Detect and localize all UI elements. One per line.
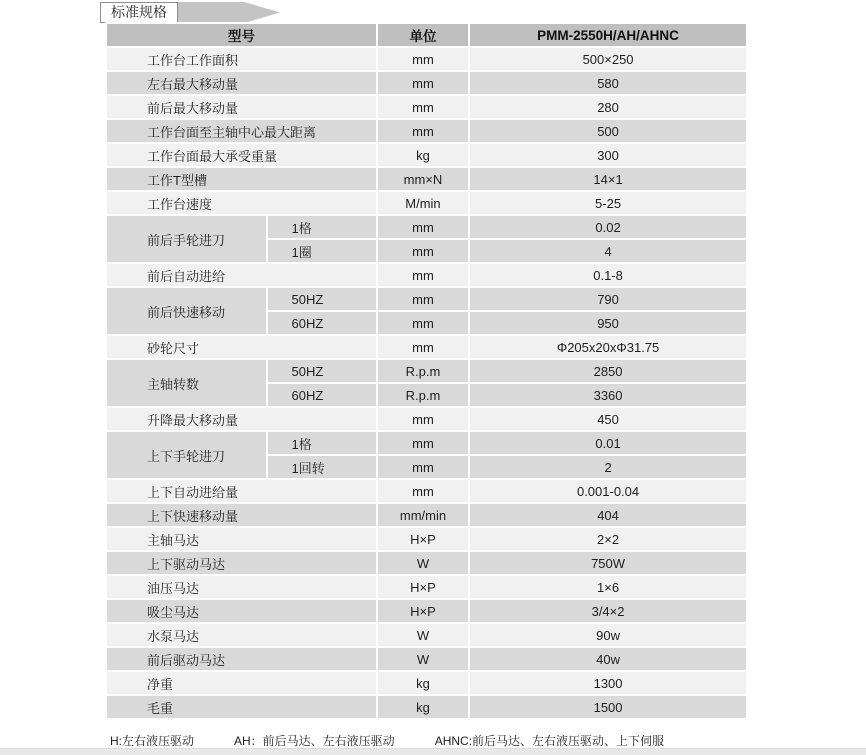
- spec-value: 3/4×2: [470, 600, 746, 622]
- spec-row: [107, 192, 746, 214]
- spec-value: 0.02: [470, 216, 746, 238]
- spec-row: [107, 648, 746, 670]
- spec-row: [107, 528, 746, 550]
- spec-label: 主轴转数: [107, 360, 266, 406]
- spec-label: 上下驱动马达: [107, 552, 376, 574]
- spec-label: 上下自动进给量: [107, 480, 376, 502]
- spec-row: [107, 336, 746, 358]
- spec-unit: H×P: [378, 576, 468, 598]
- spec-value: 2: [470, 456, 746, 478]
- section-tab-title: 标准规格: [100, 2, 178, 23]
- spec-unit: mm: [378, 120, 468, 142]
- spec-row: [107, 168, 746, 190]
- spec-label: 工作台工作面积: [107, 48, 376, 70]
- spec-value: 40w: [470, 648, 746, 670]
- spec-value: 450: [470, 408, 746, 430]
- spec-label: 前后最大移动量: [107, 96, 376, 118]
- header-model: 型号: [107, 24, 376, 46]
- spec-unit: mm: [378, 336, 468, 358]
- spec-unit: mm: [378, 312, 468, 334]
- spec-sublabel: 60HZ: [268, 384, 376, 406]
- spec-unit: mm: [378, 72, 468, 94]
- spec-label: 工作台速度: [107, 192, 376, 214]
- spec-unit: W: [378, 552, 468, 574]
- spec-row: [107, 48, 746, 70]
- section-tab: [100, 2, 178, 23]
- spec-value: 3360: [470, 384, 746, 406]
- spec-value: 0.001-0.04: [470, 480, 746, 502]
- spec-unit: mm: [378, 480, 468, 502]
- spec-unit: kg: [378, 144, 468, 166]
- spec-value: 14×1: [470, 168, 746, 190]
- spec-row: [107, 696, 746, 718]
- spec-label: 油压马达: [107, 576, 376, 598]
- spec-value: Φ205x20xΦ31.75: [470, 336, 746, 358]
- spec-row: [107, 72, 746, 94]
- spec-row: [107, 96, 746, 118]
- spec-unit: mm/min: [378, 504, 468, 526]
- spec-value: 404: [470, 504, 746, 526]
- spec-unit: mm: [378, 240, 468, 262]
- spec-value: 790: [470, 288, 746, 310]
- spec-row-group: [107, 288, 746, 310]
- footnote-h: H:左右液压驱动: [110, 734, 195, 748]
- spec-row-group: [107, 432, 746, 454]
- spec-sublabel: 50HZ: [268, 360, 376, 382]
- spec-unit: mm×N: [378, 168, 468, 190]
- spec-unit: R.p.m: [378, 384, 468, 406]
- spec-value: 1500: [470, 696, 746, 718]
- spec-table: [105, 22, 748, 720]
- spec-value: 300: [470, 144, 746, 166]
- spec-unit: R.p.m: [378, 360, 468, 382]
- tab-arrow-icon: [168, 2, 280, 23]
- spec-row: [107, 144, 746, 166]
- spec-unit: H×P: [378, 600, 468, 622]
- spec-row-group: [107, 360, 746, 382]
- spec-value: 950: [470, 312, 746, 334]
- spec-row: [107, 672, 746, 694]
- spec-label: 工作台面最大承受重量: [107, 144, 376, 166]
- spec-sublabel: 1回转: [268, 456, 376, 478]
- spec-unit: mm: [378, 264, 468, 286]
- footnote-ah: AH：前后马达、左右液压驱动: [234, 734, 395, 748]
- spec-row: [107, 552, 746, 574]
- spec-unit: mm: [378, 96, 468, 118]
- footnote-ahnc: AHNC:前后马达、左右液压驱动、上下伺服: [434, 734, 665, 748]
- spec-value: 2850: [470, 360, 746, 382]
- spec-label: 上下手轮进刀: [107, 432, 266, 478]
- page-bottom-bar: [0, 748, 866, 755]
- spec-label: 前后驱动马达: [107, 648, 376, 670]
- spec-row: [107, 408, 746, 430]
- spec-row: [107, 120, 746, 142]
- spec-sublabel: 1圈: [268, 240, 376, 262]
- footnotes: [110, 732, 664, 749]
- spec-label: 工作台面至主轴中心最大距离: [107, 120, 376, 142]
- spec-unit: W: [378, 624, 468, 646]
- spec-label: 升降最大移动量: [107, 408, 376, 430]
- spec-row: [107, 264, 746, 286]
- spec-value: 0.1-8: [470, 264, 746, 286]
- spec-label: 水泵马达: [107, 624, 376, 646]
- spec-value: 4: [470, 240, 746, 262]
- spec-row: [107, 600, 746, 622]
- spec-label: 砂轮尺寸: [107, 336, 376, 358]
- spec-label: 上下快速移动量: [107, 504, 376, 526]
- spec-unit: kg: [378, 696, 468, 718]
- spec-unit: M/min: [378, 192, 468, 214]
- spec-value: 580: [470, 72, 746, 94]
- spec-sublabel: 1格: [268, 216, 376, 238]
- spec-row: [107, 480, 746, 502]
- spec-unit: W: [378, 648, 468, 670]
- spec-unit: mm: [378, 456, 468, 478]
- spec-value: 280: [470, 96, 746, 118]
- spec-value: 90w: [470, 624, 746, 646]
- spec-label: 净重: [107, 672, 376, 694]
- table-header-row: [107, 24, 746, 46]
- spec-unit: H×P: [378, 528, 468, 550]
- spec-value: 1300: [470, 672, 746, 694]
- spec-unit: mm: [378, 408, 468, 430]
- spec-value: 2×2: [470, 528, 746, 550]
- spec-value: 750W: [470, 552, 746, 574]
- spec-label: 吸尘马达: [107, 600, 376, 622]
- spec-row-group: [107, 216, 746, 238]
- spec-unit: kg: [378, 672, 468, 694]
- spec-sublabel: 50HZ: [268, 288, 376, 310]
- spec-label: 前后手轮进刀: [107, 216, 266, 262]
- spec-sublabel: 60HZ: [268, 312, 376, 334]
- spec-label: 前后快速移动: [107, 288, 266, 334]
- spec-row: [107, 624, 746, 646]
- spec-unit: mm: [378, 216, 468, 238]
- spec-unit: mm: [378, 288, 468, 310]
- spec-label: 前后自动进给: [107, 264, 376, 286]
- spec-row: [107, 576, 746, 598]
- header-unit: 单位: [378, 24, 468, 46]
- spec-unit: mm: [378, 432, 468, 454]
- spec-sublabel: 1格: [268, 432, 376, 454]
- spec-label: 毛重: [107, 696, 376, 718]
- spec-label: 左右最大移动量: [107, 72, 376, 94]
- spec-value: 500×250: [470, 48, 746, 70]
- spec-label: 主轴马达: [107, 528, 376, 550]
- spec-unit: mm: [378, 48, 468, 70]
- spec-value: 500: [470, 120, 746, 142]
- spec-value: 0.01: [470, 432, 746, 454]
- spec-value: 5-25: [470, 192, 746, 214]
- spec-value: 1×6: [470, 576, 746, 598]
- header-value: PMM-2550H/AH/AHNC: [470, 24, 746, 46]
- spec-label: 工作T型槽: [107, 168, 376, 190]
- spec-row: [107, 504, 746, 526]
